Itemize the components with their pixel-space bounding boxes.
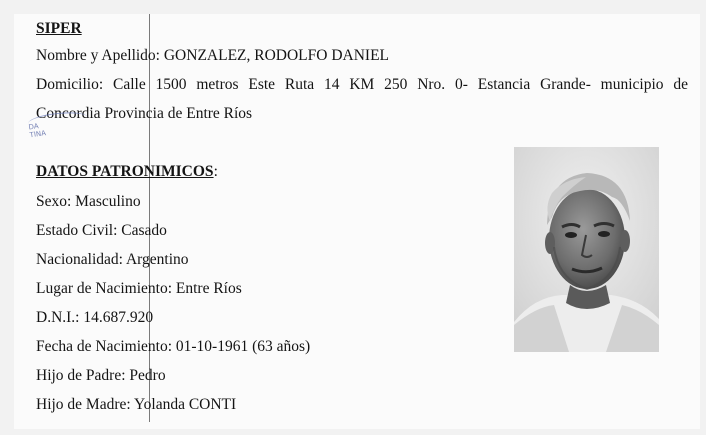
field-padre: Hijo de Padre: Pedro [36, 367, 166, 384]
portrait-image [514, 147, 659, 352]
section-heading-text: DATOS PATRONIMICOS [36, 163, 214, 180]
document-title: SIPER [36, 20, 82, 37]
portrait-photo [514, 147, 659, 352]
stamp-line-1: DA [28, 122, 40, 132]
field-nacionalidad: Nacionalidad: Argentino [36, 251, 189, 268]
section-heading [36, 163, 218, 181]
field-lugar-nacimiento: Lugar de Nacimiento: Entre Ríos [36, 280, 242, 297]
field-fecha-nacimiento: Fecha de Nacimiento: 01-10-1961 (63 años) [36, 338, 311, 355]
ink-stamp [28, 119, 66, 153]
address-line-1: Domicilio: Calle 1500 metros Este Ruta 14 KM 250 Nro. 0- Estancia Grande- municipio de [36, 76, 688, 93]
name-line: Nombre y Apellido: GONZALEZ, RODOLFO DANIEL [36, 47, 390, 64]
field-dni: D.N.I.: 14.687.920 [36, 309, 154, 326]
field-sexo: Sexo: Masculino [36, 193, 141, 210]
section-heading-colon: : [213, 163, 218, 180]
field-madre: Hijo de Madre: Yolanda CONTI [36, 396, 237, 413]
stamp-line-2: TINA [29, 129, 47, 140]
address-line-2: Concordia Provincia de Entre Ríos [36, 105, 253, 122]
field-estado-civil: Estado Civil: Casado [36, 222, 167, 239]
